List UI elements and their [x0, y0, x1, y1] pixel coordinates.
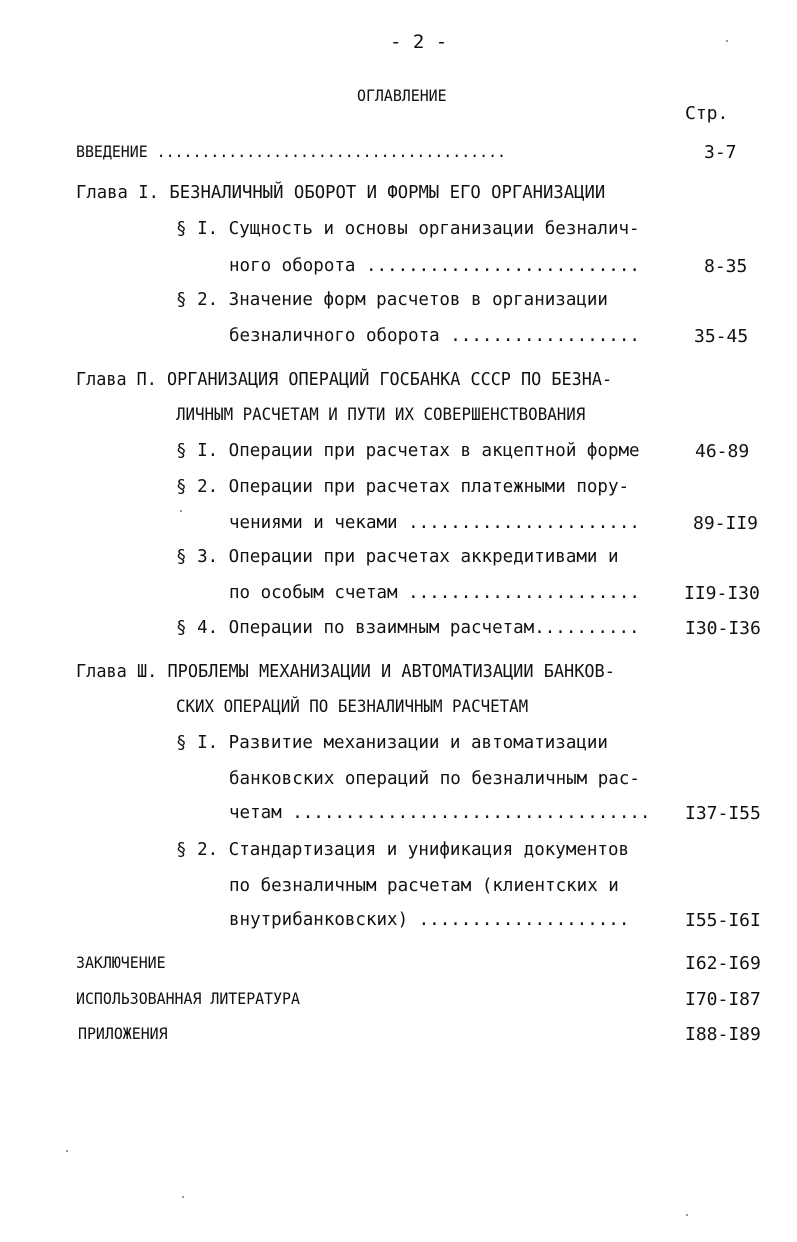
toc-chapter-2-title: Глава П. ОРГАНИЗАЦИЯ ОПЕРАЦИЙ ГОСБАНКА СССР ПО БЕЗНА-: [76, 370, 613, 390]
toc-section-3-2-cont2: внутрибанковских) ....................: [229, 910, 630, 930]
toc-chapter-2-title-cont: ЛИЧНЫМ РАСЧЕТАМ И ПУТИ ИХ СОВЕРШЕНСТВОВАНИЯ: [176, 405, 586, 425]
toc-section-1-1: § I. Сущность и основы организации безналич-: [176, 219, 640, 239]
toc-page-number: I62-I69: [685, 953, 761, 974]
scan-speck: [180, 510, 182, 512]
toc-page-number: 46-89: [695, 441, 750, 462]
scan-speck: [686, 1214, 688, 1216]
toc-section-2-2-cont: чениями и чеками ......................: [229, 513, 640, 533]
toc-page-number: 89-II9: [693, 513, 759, 534]
toc-page-number: I70-I87: [685, 989, 761, 1010]
scan-speck: [66, 1150, 68, 1152]
scan-speck: [726, 40, 728, 42]
toc-entry-references: ИСПОЛЬЗОВАННАЯ ЛИТЕРАТУРА: [76, 989, 300, 1008]
toc-chapter-3-title-cont: СКИХ ОПЕРАЦИЙ ПО БЕЗНАЛИЧНЫМ РАСЧЕТАМ: [176, 697, 529, 717]
toc-entry-introduction: ВВЕДЕНИЕ .......................................: [76, 142, 507, 161]
toc-entry-conclusion: ЗАКЛЮЧЕНИЕ: [76, 953, 166, 972]
toc-section-1-2-cont: безналичного оборота ..................: [229, 326, 640, 346]
toc-page-number: 3-7: [704, 142, 737, 163]
scan-speck: [182, 1196, 184, 1198]
toc-section-2-3-cont: по особым счетам ......................: [229, 583, 640, 603]
toc-page-number: 35-45: [694, 326, 749, 347]
toc-page-number: I37-I55: [685, 803, 761, 824]
toc-section-3-2-cont: по безналичным расчетам (клиентских и: [229, 876, 619, 896]
toc-section-2-3: § 3. Операции при расчетах аккредитивами и: [176, 547, 619, 567]
toc-chapter-1-title: Глава I. БЕЗНАЛИЧНЫЙ ОБОРОТ И ФОРМЫ ЕГО ОРГАНИЗАЦИИ: [76, 183, 606, 203]
page-column-header: Стр.: [685, 103, 729, 124]
toc-page-number: 8-35: [704, 256, 748, 277]
toc-section-2-1: § I. Операции при расчетах в акцептной форме: [176, 441, 640, 461]
toc-section-1-2: § 2. Значение форм расчетов в организации: [176, 290, 608, 310]
toc-page-number: II9-I30: [684, 583, 760, 604]
toc-page-number: I30-I36: [685, 618, 761, 639]
toc-section-2-2: § 2. Операции при расчетах платежными пору-: [176, 477, 630, 497]
toc-chapter-3-title: Глава Ш. ПРОБЛЕМЫ МЕХАНИЗАЦИИ И АВТОМАТИЗАЦИИ БАНКОВ-: [76, 662, 615, 682]
toc-section-3-1: § I. Развитие механизации и автоматизации: [176, 733, 608, 753]
toc-section-3-2: § 2. Стандартизация и унификация документов: [176, 840, 630, 860]
toc-page-number: I55-I6I: [685, 910, 761, 931]
toc-entry-appendices: ПРИЛОЖЕНИЯ: [78, 1024, 168, 1043]
toc-section-2-4: § 4. Операции по взаимным расчетам..........: [176, 618, 640, 638]
page-number: - 2 -: [390, 31, 448, 53]
toc-section-1-1-cont: ного оборота ..........................: [229, 256, 640, 276]
toc-section-3-1-cont2: четам ..................................: [229, 803, 651, 823]
toc-page-number: I88-I89: [685, 1024, 761, 1045]
toc-heading: ОГЛАВЛЕНИЕ: [357, 86, 447, 105]
toc-section-3-1-cont: банковских операций по безналичным рас-: [229, 769, 640, 789]
